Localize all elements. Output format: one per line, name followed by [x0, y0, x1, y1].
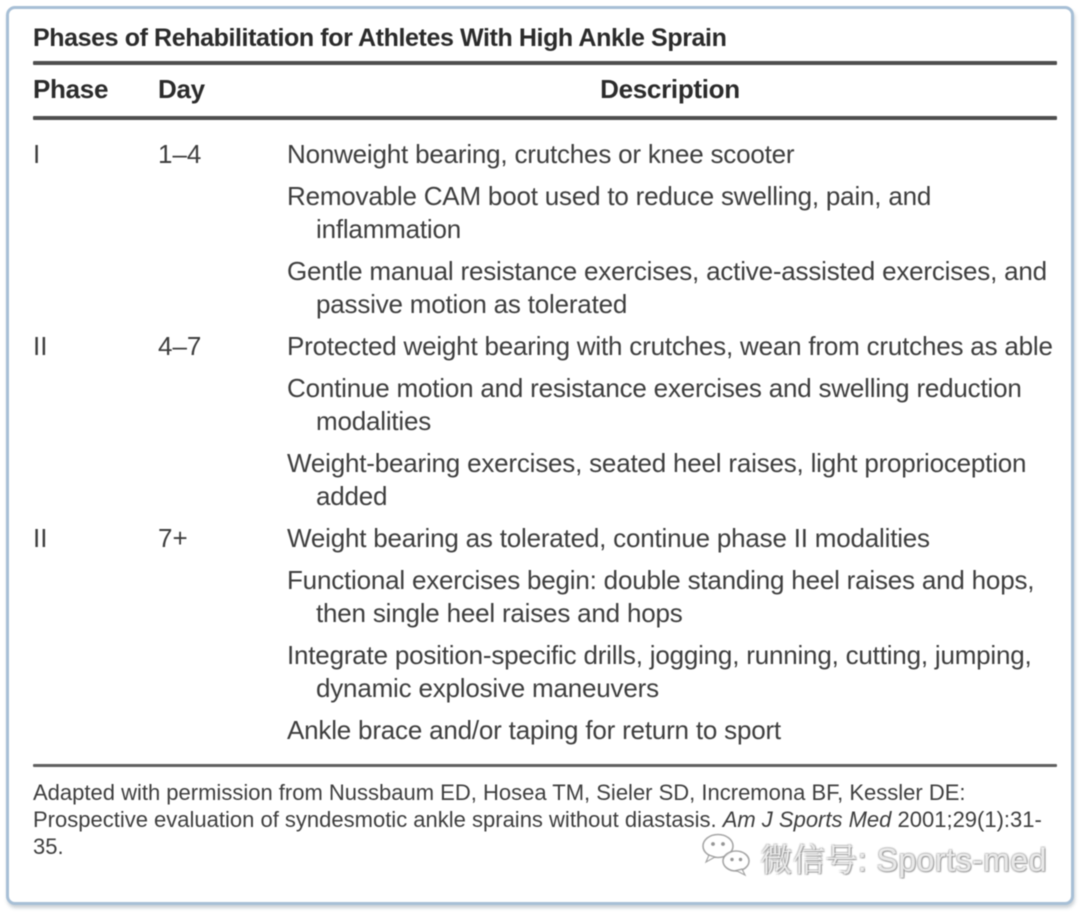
footnote-divider	[33, 764, 1057, 767]
column-header-description: Description	[600, 74, 740, 104]
phase-cell: II	[33, 331, 48, 361]
description-item: Removable CAM boot used to reduce swelling, pain, and inflammation	[287, 181, 932, 244]
description-item: Nonweight bearing, crutches or knee scooter	[287, 139, 795, 169]
phase-cell: II	[33, 523, 48, 553]
watermark-label: 微信号: Sports-med	[760, 841, 1047, 878]
table-header-row	[33, 65, 1057, 116]
description-item: Gentle manual resistance exercises, active-assisted exercises, and passive motion as tolerated	[287, 256, 1047, 319]
description-item: Protected weight bearing with crutches, wean from crutches as able	[287, 331, 1053, 361]
description-item: Ankle brace and/or taping for return to sport	[287, 715, 781, 745]
footnote-citation	[33, 779, 1047, 860]
column-header-day: Day	[158, 74, 205, 104]
day-cell: 4–7	[158, 331, 202, 361]
rehab-phases-table-figure	[6, 6, 1074, 905]
footnote-text-before: Adapted with permission from Nussbaum ED, Hosea TM, Sieler SD, Incremona BF, Kessler DE: Prospective evaluation of syndesmotic ankle sprains without diastasis.	[33, 780, 966, 832]
description-cell	[287, 522, 1053, 756]
table-body	[33, 120, 1057, 756]
description-item: Functional exercises begin: double standing heel raises and hops, then single heel raises and hops	[287, 565, 1035, 628]
description-item: Integrate position-specific drills, jogging, running, cutting, jumping, dynamic explosive maneuvers	[287, 640, 1032, 703]
description-item: Weight bearing as tolerated, continue phase II modalities	[287, 523, 930, 553]
table-row	[33, 330, 1057, 522]
table-row	[33, 522, 1057, 756]
day-cell: 1–4	[158, 139, 202, 169]
phase-cell: I	[33, 139, 41, 169]
footnote-text-after: 2001;29(1):31-35.	[33, 807, 1042, 859]
table-title: Phases of Rehabilitation for Athletes With High Ankle Sprain	[33, 24, 727, 52]
description-item: Continue motion and resistance exercises and swelling reduction modalities	[287, 373, 1022, 436]
description-cell	[287, 330, 1053, 522]
table-row	[33, 138, 1057, 330]
description-item: Weight-bearing exercises, seated heel raises, light proprioception added	[287, 448, 1027, 511]
column-header-phase: Phase	[33, 74, 109, 104]
day-cell: 7+	[158, 523, 188, 553]
description-cell	[287, 138, 1053, 330]
footnote-journal-name: Am J Sports Med	[722, 807, 892, 832]
